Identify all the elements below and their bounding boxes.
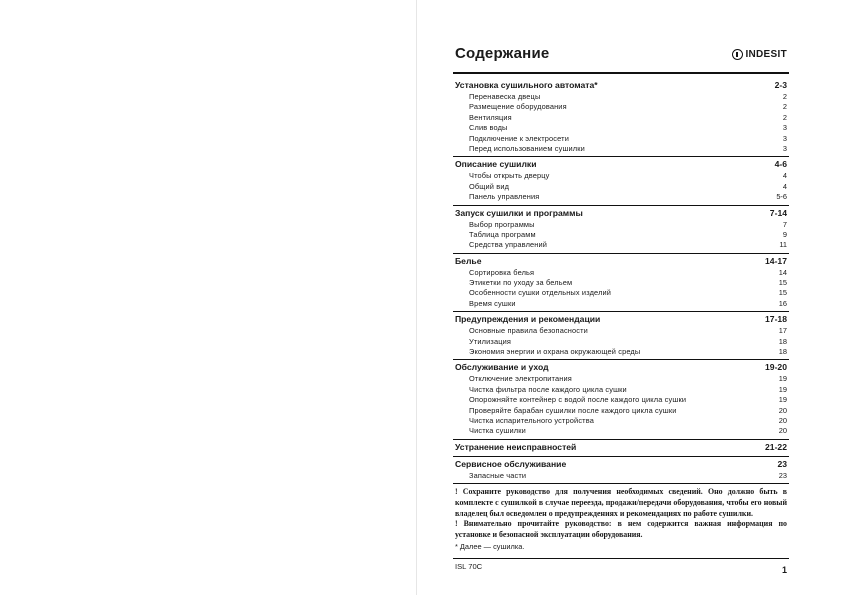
- brand-logo: [732, 49, 787, 60]
- page-title: Содержание: [455, 45, 550, 62]
- toc-entry[interactable]: [453, 102, 789, 112]
- table-of-contents: [453, 78, 789, 484]
- page-number: 1: [781, 564, 787, 575]
- toc-section-header[interactable]: [453, 79, 789, 92]
- toc-section-header[interactable]: [453, 255, 789, 268]
- entry-page: 2: [782, 112, 787, 122]
- toc-entry[interactable]: [453, 416, 789, 426]
- page-header: [453, 44, 789, 66]
- entry-page: 9: [782, 229, 787, 239]
- toc-entry[interactable]: [453, 337, 789, 347]
- toc-entry[interactable]: [453, 471, 789, 481]
- toc-section: [453, 457, 789, 484]
- section-title: Установка сушильного автомата*: [455, 80, 598, 90]
- entry-page: 3: [782, 123, 787, 133]
- entry-page: 18: [778, 347, 787, 357]
- entry-page: 4: [782, 171, 787, 181]
- entry-title: Этикетки по уходу за бельем: [469, 278, 573, 288]
- entry-page: 20: [778, 426, 787, 436]
- toc-section-header[interactable]: [453, 313, 789, 326]
- toc-entry[interactable]: [453, 240, 789, 250]
- section-pages: 23: [777, 458, 787, 469]
- entry-page: 15: [778, 278, 787, 288]
- toc-entry[interactable]: [453, 278, 789, 288]
- toc-section: [453, 312, 789, 360]
- section-pages: 19-20: [765, 362, 787, 373]
- toc-entry[interactable]: [453, 385, 789, 395]
- section-title: Предупреждения и рекомендации: [455, 314, 601, 325]
- entry-title: Перенавеска двецы: [469, 92, 541, 101]
- section-title: Описание сушилки: [455, 159, 537, 170]
- entry-page: 2: [782, 92, 787, 101]
- toc-entry[interactable]: [453, 426, 789, 436]
- entry-page: 4: [782, 181, 787, 191]
- entry-page: 20: [778, 405, 787, 415]
- model-number: ISL 70C: [455, 561, 483, 571]
- page-divider: [416, 0, 417, 595]
- entry-page: 16: [778, 298, 787, 308]
- logo-text: INDESIT: [745, 49, 787, 60]
- toc-entry[interactable]: [453, 171, 789, 181]
- footnote: * Далее — сушилка.: [455, 541, 525, 551]
- toc-page: [453, 44, 789, 575]
- toc-entry[interactable]: [453, 374, 789, 384]
- entry-title: Таблица программ: [469, 229, 536, 239]
- toc-entry[interactable]: [453, 220, 789, 230]
- entry-title: Основные правила безопасности: [469, 326, 588, 336]
- section-title: Обслуживание и уход: [455, 362, 549, 373]
- header-divider: [453, 72, 789, 74]
- toc-section: [453, 157, 789, 205]
- note-read-carefully: ! Внимательно прочитайте руководство: в нем содержится важная информация по установке и безопасной эксплуатации оборудования.: [455, 519, 787, 539]
- toc-section: [453, 206, 789, 254]
- note-keep-manual: ! Сохраните руководство для получения необходимых сведений. Оно должно быть в комплекте с сушилкой в случае переезда, продажи/передачи оборудования, чтобы его новый владелец был осведомлен о предупреждениях и рекомендациях по работе сушилки.: [455, 487, 787, 518]
- toc-entry[interactable]: [453, 144, 789, 154]
- entry-title: Проверяйте барабан сушилки после каждого цикла сушки: [469, 405, 677, 415]
- toc-entry[interactable]: [453, 347, 789, 357]
- section-pages: 2-3: [774, 80, 787, 90]
- section-title: Белье: [455, 255, 482, 266]
- entry-page: 19: [778, 384, 787, 394]
- entry-title: Общий вид: [469, 181, 510, 191]
- entry-page: 3: [782, 133, 787, 143]
- entry-title: Перед использованием сушилки: [469, 143, 585, 153]
- toc-entry[interactable]: [453, 230, 789, 240]
- toc-entry[interactable]: [453, 395, 789, 405]
- entry-title: Размещение оборудования: [469, 102, 567, 112]
- entry-title: Вентиляция: [469, 112, 512, 122]
- toc-entry[interactable]: [453, 268, 789, 278]
- section-title: Устранение неисправностей: [455, 441, 577, 452]
- toc-entry[interactable]: [453, 406, 789, 416]
- entry-page: 17: [778, 326, 787, 336]
- section-pages: 14-17: [765, 255, 787, 266]
- entry-title: Чтобы открыть дверцу: [469, 171, 550, 181]
- toc-entry[interactable]: [453, 326, 789, 336]
- entry-page: 11: [779, 240, 787, 250]
- page-footer: [453, 559, 789, 575]
- entry-title: Чистка сушилки: [469, 426, 526, 436]
- entry-page: 5-6: [776, 192, 787, 202]
- toc-entry[interactable]: [453, 113, 789, 123]
- entry-title: Панель управления: [469, 192, 540, 202]
- toc-entry[interactable]: [453, 299, 789, 309]
- entry-title: Отключение электропитания: [469, 374, 572, 384]
- entry-title: Чистка испарительного устройства: [469, 415, 594, 425]
- toc-entry[interactable]: [453, 134, 789, 144]
- blank-left-page: [0, 0, 416, 595]
- entry-title: Средства управлений: [469, 240, 548, 250]
- toc-entry[interactable]: [453, 288, 789, 298]
- entry-page: 19: [778, 374, 787, 384]
- section-title: Запуск сушилки и программы: [455, 207, 583, 218]
- entry-title: Особенности сушки отдельных изделий: [469, 288, 612, 298]
- entry-page: 23: [778, 470, 787, 480]
- notes-block: [453, 484, 789, 541]
- toc-section: [453, 360, 789, 439]
- entry-title: Опорожняйте контейнер с водой после каждого цикла сушки: [469, 395, 687, 405]
- toc-section-header[interactable]: [453, 441, 789, 454]
- entry-title: Утилизация: [469, 336, 512, 346]
- entry-page: 2: [782, 102, 787, 112]
- entry-title: Время сушки: [469, 298, 516, 308]
- toc-section: [453, 78, 789, 157]
- section-title: Сервисное обслуживание: [455, 458, 567, 469]
- entry-page: 18: [778, 336, 787, 346]
- entry-title: Подключение к электросети: [469, 133, 569, 143]
- toc-section-header[interactable]: [453, 458, 789, 471]
- entry-page: 20: [778, 415, 787, 425]
- entry-page: 3: [782, 143, 787, 153]
- entry-page: 15: [778, 288, 787, 298]
- toc-entry[interactable]: [453, 182, 789, 192]
- toc-section-header[interactable]: [453, 207, 789, 220]
- toc-entry[interactable]: [453, 192, 789, 202]
- entry-page: 19: [778, 395, 787, 405]
- toc-entry[interactable]: [453, 92, 789, 102]
- toc-section: [453, 440, 789, 457]
- entry-title: Чистка фильтра после каждого цикла сушки: [469, 384, 627, 394]
- section-pages: 17-18: [765, 314, 787, 325]
- entry-page: 14: [778, 267, 787, 277]
- entry-title: Запасные части: [469, 470, 527, 480]
- indesit-logo-icon: [732, 49, 743, 60]
- entry-title: Экономия энергии и охрана окружающей среды: [469, 347, 641, 357]
- toc-section-header[interactable]: [453, 361, 789, 374]
- section-pages: 21-22: [765, 441, 787, 452]
- toc-section-header[interactable]: [453, 158, 789, 171]
- section-pages: 7-14: [769, 207, 787, 218]
- entry-title: Слив воды: [469, 123, 508, 133]
- entry-page: 7: [782, 219, 787, 229]
- entry-title: Выбор программы: [469, 219, 535, 229]
- toc-section: [453, 254, 789, 313]
- entry-title: Сортировка белья: [469, 267, 535, 277]
- toc-entry[interactable]: [453, 123, 789, 133]
- section-pages: 4-6: [774, 159, 787, 170]
